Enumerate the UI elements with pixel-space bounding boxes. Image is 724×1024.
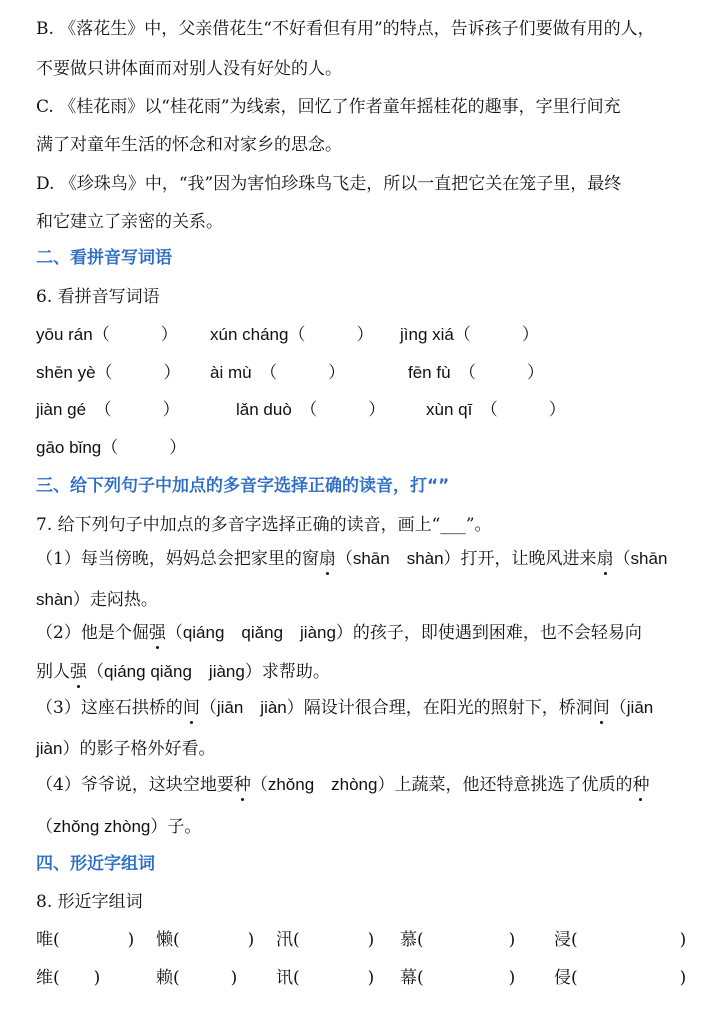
word-group-item: 唯( ) bbox=[36, 930, 135, 950]
word-group-item: 汛( ) bbox=[276, 930, 375, 950]
sentence-3-line2: jiàn）的影子格外好看。 bbox=[36, 739, 216, 758]
text-span: （shān bbox=[613, 549, 668, 568]
sentence-4-line1 bbox=[36, 774, 649, 796]
pinyin-item: fēn fù （ ） bbox=[408, 363, 545, 382]
dotted-char: 强 bbox=[70, 662, 87, 682]
word-group-item: 讯( ) bbox=[276, 968, 375, 988]
option-d-line2: 和它建立了亲密的关系。 bbox=[36, 212, 223, 232]
word-group-item: 慕( ) bbox=[400, 930, 516, 950]
sentence-1-line1 bbox=[36, 548, 667, 570]
word-group-item: 赖( ) bbox=[156, 968, 238, 988]
text-span: （4）爷爷说，这块空地要 bbox=[36, 775, 234, 795]
word-group-item: 懒( ) bbox=[156, 930, 255, 950]
section-heading-polyphone: 三、给下列句子中加点的多音字选择正确的读音，打“” bbox=[36, 476, 450, 496]
pinyin-item: lǎn duò （ ） bbox=[236, 400, 386, 419]
sentence-2-line1 bbox=[36, 622, 642, 644]
text-span: （2）他是个倔 bbox=[36, 623, 149, 643]
option-b-line2: 不要做只讲体面而对别人没有好处的人。 bbox=[36, 59, 342, 79]
option-c-line1: C. 《桂花雨》以“桂花雨”为线索，回忆了作者童年摇桂花的趣事，字里行间充 bbox=[36, 97, 621, 117]
text-span: （3）这座石拱桥的 bbox=[36, 698, 183, 718]
text-span: 别人 bbox=[36, 662, 70, 682]
pinyin-item: xún cháng（ ） bbox=[210, 325, 374, 344]
pinyin-item: ài mù （ ） bbox=[210, 363, 346, 382]
option-b-line1: B. 《落花生》中，父亲借花生“不好看但有用”的特点，告诉孩子们要做有用的人， bbox=[36, 19, 655, 39]
dotted-char: 强 bbox=[148, 623, 166, 643]
pinyin-item: gāo bǐng（ ） bbox=[36, 438, 187, 457]
word-group-item: 侵( ) bbox=[554, 968, 687, 988]
dotted-char: 种 bbox=[632, 775, 650, 795]
sentence-4-line2: （zhǒng zhòng）子。 bbox=[36, 817, 202, 836]
pinyin-item: shēn yè（ ） bbox=[36, 363, 181, 382]
pinyin-item: jiàn gé （ ） bbox=[36, 400, 180, 419]
pinyin-item: xùn qī （ ） bbox=[426, 400, 566, 419]
pinyin-item: jìng xiá（ ） bbox=[400, 325, 539, 344]
text-span: （zhǒng zhòng）上蔬菜，他还特意挑选了优质的 bbox=[250, 775, 633, 794]
text-span: （qiáng qiǎng jiàng）的孩子，即使遇到困难，也不会轻易向 bbox=[165, 623, 642, 642]
dotted-char: 种 bbox=[233, 775, 251, 795]
question-7-title: 7. 给下列句子中加点的多音字选择正确的读音，画上“___”。 bbox=[36, 515, 492, 535]
section-heading-similar-chars: 四、形近字组词 bbox=[36, 854, 155, 874]
sentence-1-line2: shàn）走闷热。 bbox=[36, 590, 158, 609]
text-span: （jiān bbox=[609, 698, 654, 717]
dotted-char: 间 bbox=[592, 698, 610, 718]
dotted-char: 间 bbox=[182, 698, 200, 718]
text-span: （jiān jiàn）隔设计很合理，在阳光的照射下，桥洞 bbox=[199, 698, 593, 717]
word-group-item: 幕( ) bbox=[400, 968, 516, 988]
section-heading-pinyin: 二、看拼音写词语 bbox=[36, 248, 172, 268]
question-8-title: 8. 形近字组词 bbox=[36, 892, 143, 912]
option-c-line2: 满了对童年生活的怀念和对家乡的思念。 bbox=[36, 135, 342, 155]
pinyin-item: yōu rán（ ） bbox=[36, 325, 178, 344]
question-6-title: 6. 看拼音写词语 bbox=[36, 287, 160, 307]
sentence-3-line1 bbox=[36, 697, 653, 719]
text-span: （shān shàn）打开，让晚风进来 bbox=[335, 549, 597, 568]
word-group-item: 浸( ) bbox=[554, 930, 687, 950]
text-span: （qiáng qiǎng jiàng）求帮助。 bbox=[87, 662, 330, 681]
dotted-char: 扇 bbox=[596, 549, 614, 569]
text-span: （1）每当傍晚，妈妈总会把家里的窗 bbox=[36, 549, 319, 569]
sentence-2-line2 bbox=[36, 661, 330, 683]
word-group-item: 维( ) bbox=[36, 968, 101, 988]
dotted-char: 扇 bbox=[318, 549, 336, 569]
option-d-line1: D. 《珍珠鸟》中，“我”因为害怕珍珠鸟飞走，所以一直把它关在笼子里，最终 bbox=[36, 174, 622, 194]
